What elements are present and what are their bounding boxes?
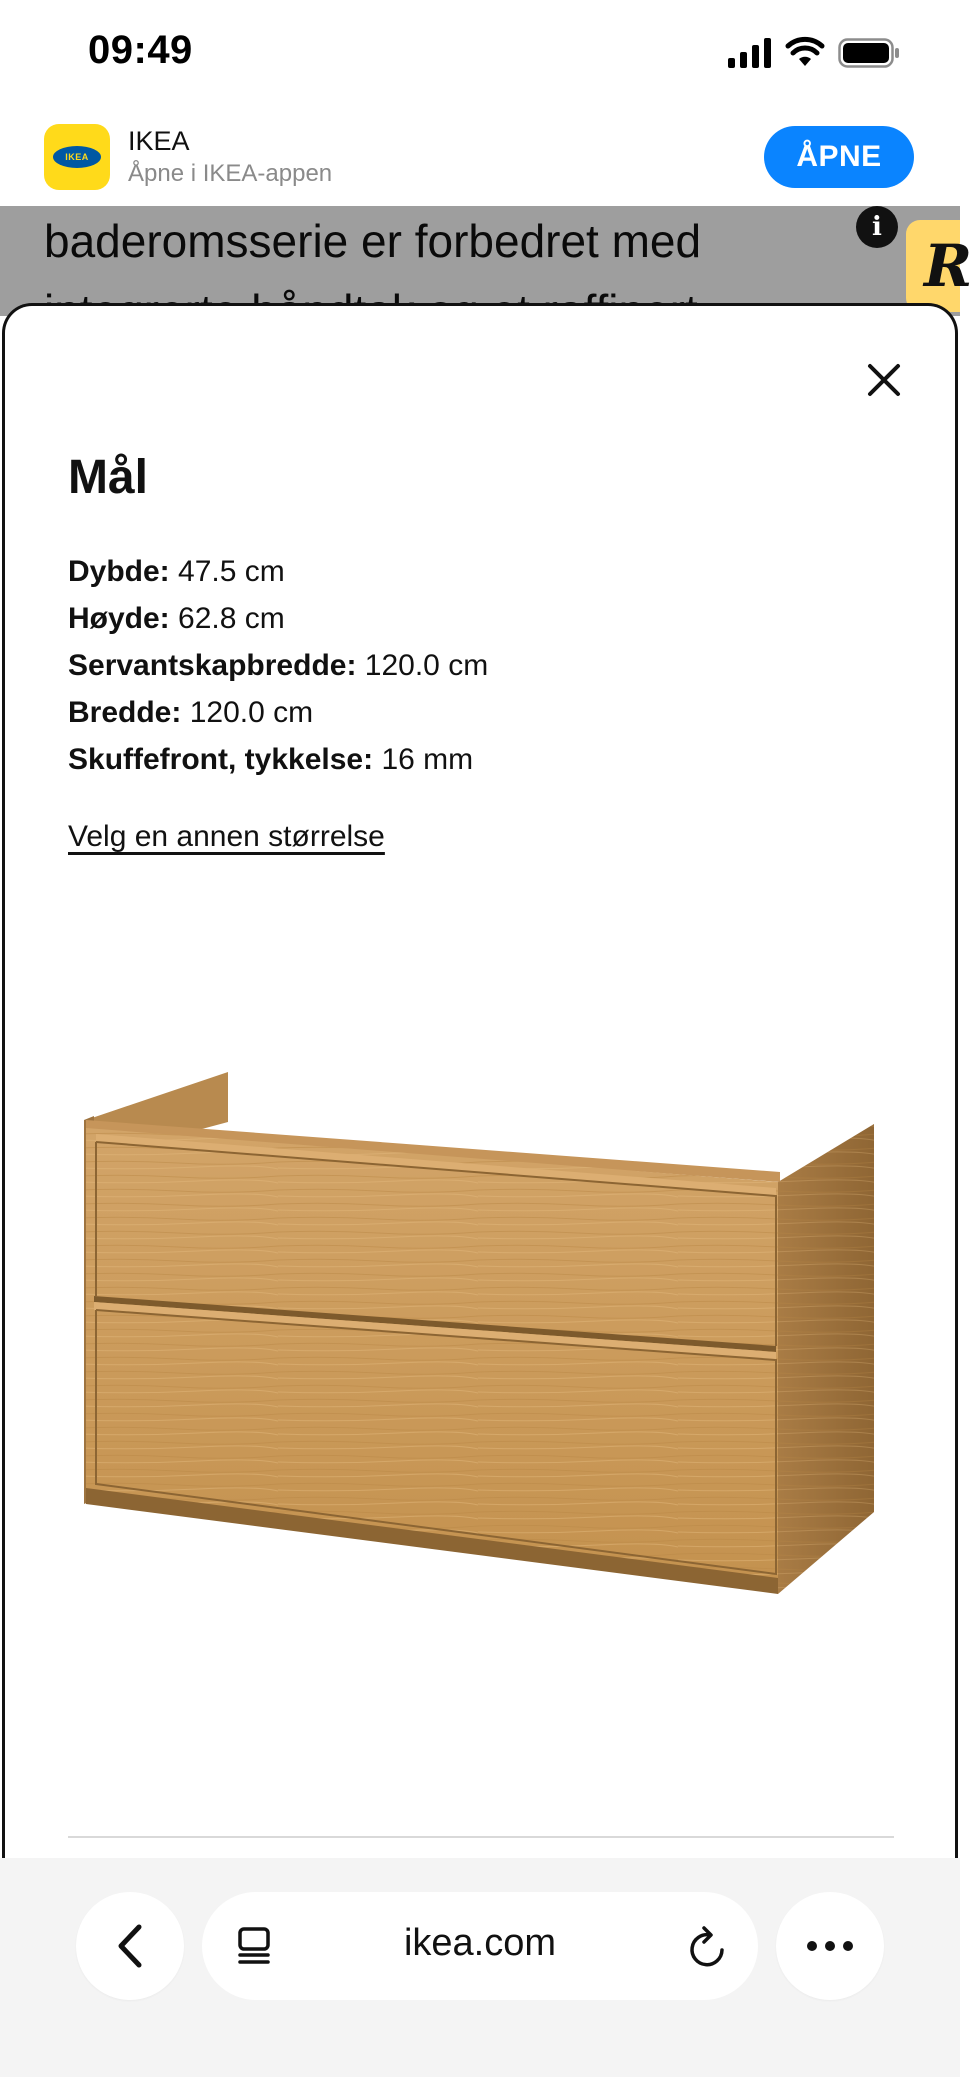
more-button[interactable]	[776, 1892, 884, 2000]
dimension-row-depth	[68, 548, 488, 595]
address-bar[interactable]	[202, 1892, 758, 2000]
product-image	[78, 1060, 888, 1650]
dimension-label: Bredde:	[68, 696, 182, 729]
dimension-row-height	[68, 595, 488, 642]
status-bar	[0, 0, 960, 110]
signal-icon	[728, 38, 772, 68]
dim-overlay	[0, 206, 960, 316]
dimension-value: 62.8 cm	[178, 602, 285, 635]
choose-other-size-link[interactable]: Velg en annen størrelse	[68, 820, 385, 853]
dimension-row-width	[68, 689, 488, 736]
dimension-label: Høyde:	[68, 602, 170, 635]
dimension-value: 47.5 cm	[178, 555, 285, 588]
app-banner	[0, 110, 960, 206]
dimension-row-drawer-thickness	[68, 736, 488, 783]
ikea-logo-oval	[53, 146, 101, 168]
status-icons	[728, 38, 900, 68]
battery-icon	[838, 38, 900, 68]
dimension-row-cabinet-width	[68, 642, 488, 689]
wifi-icon	[786, 38, 824, 68]
dimension-value: 120.0 cm	[189, 696, 314, 729]
ikea-app-logo	[44, 124, 110, 190]
more-dots-icon	[806, 1940, 854, 1952]
dimensions-list	[68, 548, 488, 783]
info-icon[interactable]: i	[856, 206, 898, 248]
divider	[68, 1836, 894, 1838]
close-icon	[867, 363, 901, 397]
extension-r-icon[interactable]: R	[924, 232, 972, 300]
app-name: IKEA	[128, 126, 190, 156]
dimension-value: 16 mm	[381, 743, 474, 776]
reload-icon[interactable]	[688, 1924, 728, 1968]
close-button[interactable]	[860, 356, 908, 404]
url-text[interactable]: ikea.com	[403, 1922, 557, 1964]
app-subtitle: Åpne i IKEA-appen	[128, 160, 333, 187]
sheet-title: Mål	[68, 451, 149, 504]
dimension-value: 120.0 cm	[364, 649, 489, 682]
dimension-label: Skuffefront, tykkelse:	[68, 743, 374, 776]
dimension-label: Servantskapbredde:	[68, 649, 357, 682]
open-app-button[interactable]: ÅPNE	[764, 126, 914, 188]
status-time: 09:49	[88, 28, 193, 72]
background-text-line: baderomsserie er forbedret med	[44, 215, 702, 267]
ikea-logo-text: IKEA	[65, 152, 89, 162]
chevron-left-icon	[115, 1923, 145, 1969]
back-button[interactable]	[76, 1892, 184, 2000]
dimension-label: Dybde:	[68, 555, 170, 588]
